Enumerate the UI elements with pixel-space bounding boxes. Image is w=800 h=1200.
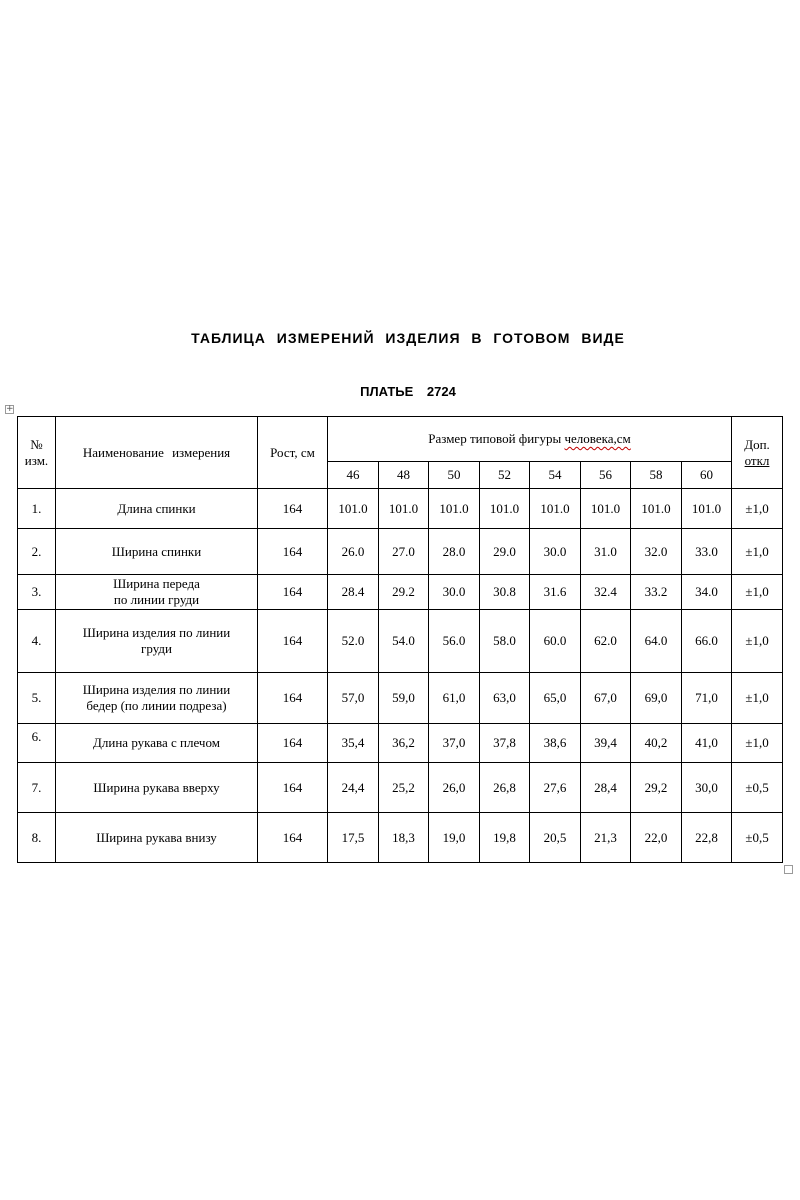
size-header-cell: 60	[682, 462, 732, 489]
height-cell: 164	[258, 610, 328, 673]
size-value-cell: 22,8	[682, 813, 732, 863]
size-value-cell: 59,0	[379, 673, 429, 724]
size-value-cell: 101.0	[581, 489, 631, 529]
size-value-cell: 26,0	[429, 763, 480, 813]
row-number-cell: 7.	[18, 763, 56, 813]
size-value-cell: 35,4	[328, 724, 379, 763]
header-sizes	[328, 417, 732, 462]
document-title: ТАБЛИЦА ИЗМЕРЕНИЙ ИЗДЕЛИЯ В ГОТОВОМ ВИДЕ	[191, 330, 625, 346]
height-cell: 164	[258, 813, 328, 863]
row-number-cell: 1.	[18, 489, 56, 529]
size-value-cell: 39,4	[581, 724, 631, 763]
size-value-cell: 30.0	[429, 575, 480, 610]
size-value-cell: 19,0	[429, 813, 480, 863]
measurement-name-line: Ширина рукава внизу	[96, 829, 217, 845]
height-cell: 164	[258, 575, 328, 610]
size-value-cell: 38,6	[530, 724, 581, 763]
size-value-cell: 56.0	[429, 610, 480, 673]
size-value-cell: 25,2	[379, 763, 429, 813]
size-value-cell: 33.2	[631, 575, 682, 610]
table-move-handle-icon[interactable]: +	[6, 404, 14, 414]
measurement-name-line: Ширина изделия по линии	[82, 682, 231, 697]
measurement-name-line: Длина спинки	[117, 500, 196, 516]
table-row	[18, 610, 783, 673]
tolerance-cell: ±1,0	[732, 610, 783, 673]
size-value-cell: 52.0	[328, 610, 379, 673]
height-cell: 164	[258, 763, 328, 813]
size-header-cell: 46	[328, 462, 379, 489]
size-value-cell: 66.0	[682, 610, 732, 673]
measurement-name-line: Ширина переда	[113, 576, 200, 591]
size-value-cell: 22,0	[631, 813, 682, 863]
height-cell: 164	[258, 529, 328, 575]
row-number-cell: 6.	[18, 724, 56, 763]
size-value-cell: 34.0	[682, 575, 732, 610]
size-value-cell: 101.0	[530, 489, 581, 529]
size-value-cell: 30.0	[530, 529, 581, 575]
measurement-name-cell	[56, 575, 258, 610]
header-sizes-prefix: Размер типовой фигуры	[428, 431, 565, 446]
size-value-cell: 36,2	[379, 724, 429, 763]
header-number-line1: №	[30, 436, 43, 452]
table-row	[18, 489, 783, 529]
tolerance-cell: ±0,5	[732, 763, 783, 813]
row-number-cell: 2.	[18, 529, 56, 575]
size-value-cell: 29,2	[631, 763, 682, 813]
size-header-cell: 58	[631, 462, 682, 489]
size-value-cell: 32.0	[631, 529, 682, 575]
measurement-name-cell	[56, 813, 258, 863]
measurement-name-line: бедер (по линии подреза)	[86, 698, 227, 713]
size-value-cell: 17,5	[328, 813, 379, 863]
size-value-cell: 101.0	[682, 489, 732, 529]
size-value-cell: 101.0	[379, 489, 429, 529]
height-cell: 164	[258, 724, 328, 763]
document-subtitle: ПЛАТЬЕ 2724	[360, 384, 456, 399]
measurement-name-line: Ширина рукава вверху	[93, 779, 220, 795]
table-row	[18, 529, 783, 575]
measurement-name-line: по линии груди	[113, 592, 200, 607]
size-value-cell: 101.0	[328, 489, 379, 529]
size-value-cell: 65,0	[530, 673, 581, 724]
table-row	[18, 724, 783, 763]
row-number-cell: 4.	[18, 610, 56, 673]
height-cell: 164	[258, 489, 328, 529]
size-value-cell: 37,0	[429, 724, 480, 763]
size-value-cell: 26.0	[328, 529, 379, 575]
size-value-cell: 27.0	[379, 529, 429, 575]
measurements-table	[17, 416, 783, 863]
size-header-cell: 48	[379, 462, 429, 489]
size-value-cell: 32.4	[581, 575, 631, 610]
size-value-cell: 31.0	[581, 529, 631, 575]
header-height: Рост, см	[258, 417, 328, 489]
measurement-name-line: Ширина спинки	[111, 543, 202, 559]
tolerance-cell: ±1,0	[732, 724, 783, 763]
size-value-cell: 101.0	[429, 489, 480, 529]
size-value-cell: 18,3	[379, 813, 429, 863]
header-number-line2: изм.	[24, 452, 49, 468]
measurement-name-line: Ширина изделия по линии	[82, 625, 231, 640]
size-header-cell: 54	[530, 462, 581, 489]
size-value-cell: 31.6	[530, 575, 581, 610]
size-value-cell: 54.0	[379, 610, 429, 673]
size-value-cell: 71,0	[682, 673, 732, 724]
size-value-cell: 37,8	[480, 724, 530, 763]
size-value-cell: 26,8	[480, 763, 530, 813]
header-sizes-underlined: человека,см	[564, 431, 631, 446]
row-number-cell: 3.	[18, 575, 56, 610]
size-value-cell: 69,0	[631, 673, 682, 724]
size-value-cell: 101.0	[480, 489, 530, 529]
size-value-cell: 28.0	[429, 529, 480, 575]
measurement-name-cell	[56, 529, 258, 575]
size-header-cell: 56	[581, 462, 631, 489]
size-value-cell: 58.0	[480, 610, 530, 673]
tolerance-cell: ±1,0	[732, 529, 783, 575]
size-value-cell: 19,8	[480, 813, 530, 863]
header-tolerance	[732, 417, 783, 489]
height-cell: 164	[258, 673, 328, 724]
size-value-cell: 27,6	[530, 763, 581, 813]
size-value-cell: 29.0	[480, 529, 530, 575]
size-value-cell: 67,0	[581, 673, 631, 724]
size-header-cell: 52	[480, 462, 530, 489]
measurement-name-cell	[56, 673, 258, 724]
size-value-cell: 63,0	[480, 673, 530, 724]
measurement-name-line: Длина рукава с плечом	[93, 735, 220, 750]
size-value-cell: 64.0	[631, 610, 682, 673]
size-value-cell: 61,0	[429, 673, 480, 724]
header-number	[18, 417, 56, 489]
table-row	[18, 813, 783, 863]
table-row	[18, 575, 783, 610]
tolerance-cell: ±1,0	[732, 575, 783, 610]
measurement-name-cell	[56, 610, 258, 673]
header-tolerance-line2: откл	[744, 452, 770, 468]
size-value-cell: 41,0	[682, 724, 732, 763]
table-row	[18, 673, 783, 724]
size-value-cell: 62.0	[581, 610, 631, 673]
size-value-cell: 101.0	[631, 489, 682, 529]
size-value-cell: 29.2	[379, 575, 429, 610]
size-value-cell: 21,3	[581, 813, 631, 863]
size-value-cell: 57,0	[328, 673, 379, 724]
size-value-cell: 28,4	[581, 763, 631, 813]
table-row	[18, 763, 783, 813]
measurement-name-cell	[56, 763, 258, 813]
measurement-name-line: груди	[141, 641, 172, 656]
measurement-name-cell	[56, 724, 258, 763]
row-number-cell: 8.	[18, 813, 56, 863]
tolerance-cell: ±1,0	[732, 673, 783, 724]
size-value-cell: 40,2	[631, 724, 682, 763]
row-number-cell: 5.	[18, 673, 56, 724]
size-value-cell: 30.8	[480, 575, 530, 610]
header-tolerance-line1: Доп.	[744, 436, 770, 452]
size-value-cell: 28.4	[328, 575, 379, 610]
size-value-cell: 33.0	[682, 529, 732, 575]
size-value-cell: 24,4	[328, 763, 379, 813]
size-header-cell: 50	[429, 462, 480, 489]
tolerance-cell: ±1,0	[732, 489, 783, 529]
header-name: Наименование измерения	[56, 417, 258, 489]
size-value-cell: 20,5	[530, 813, 581, 863]
measurement-name-cell	[56, 489, 258, 529]
size-value-cell: 60.0	[530, 610, 581, 673]
table-header-row	[18, 417, 783, 462]
table-resize-handle-icon[interactable]	[784, 865, 793, 874]
size-value-cell: 30,0	[682, 763, 732, 813]
tolerance-cell: ±0,5	[732, 813, 783, 863]
